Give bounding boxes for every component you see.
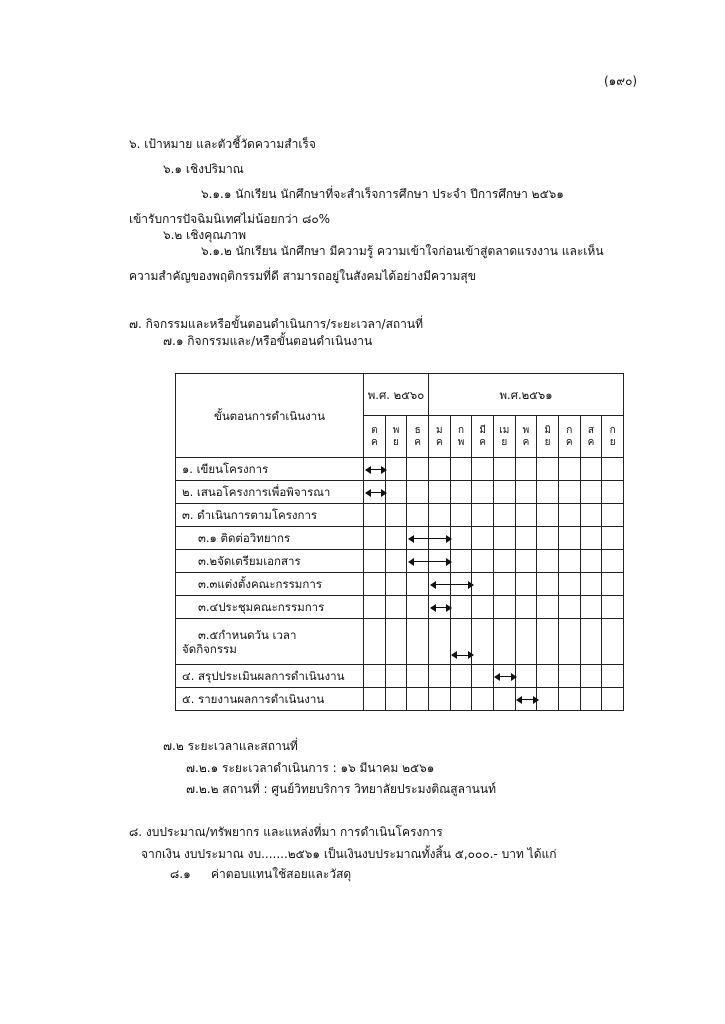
month-cell <box>515 665 537 688</box>
month-header-part: พ <box>522 424 530 436</box>
gantt-bar <box>366 469 387 470</box>
month-cell <box>472 688 494 711</box>
task-label <box>176 619 364 665</box>
table-row <box>176 550 624 573</box>
month-cell <box>602 596 624 619</box>
gantt-bar <box>409 538 451 539</box>
month-cell <box>472 619 494 665</box>
month-cell <box>472 504 494 527</box>
month-cell <box>537 550 559 573</box>
task-label <box>176 596 364 619</box>
month-cell <box>537 619 559 665</box>
month-cell <box>407 665 429 688</box>
month-header-part: ค <box>479 436 486 448</box>
month-cell <box>493 596 515 619</box>
month-header-part: พ <box>392 424 400 436</box>
month-cell <box>537 688 559 711</box>
task-label <box>176 688 364 711</box>
task-label-text: ๒. เสนอโครงการเพื่อพิจารณา <box>182 485 331 499</box>
task-label <box>176 458 364 481</box>
month-cell <box>450 688 472 711</box>
month-header-part: ค <box>565 436 573 448</box>
month-header-part: มี <box>479 424 486 436</box>
section-6-2-heading: ๖.๒ เชิงคุณภาพ <box>163 228 246 242</box>
month-header-part: เม <box>499 424 510 436</box>
month-cell <box>537 481 559 504</box>
month-cell <box>385 596 407 619</box>
month-cell <box>515 458 537 481</box>
month-cell <box>364 688 386 711</box>
table-row <box>176 596 624 619</box>
gantt-bar <box>517 699 538 700</box>
month-cell <box>385 504 407 527</box>
month-cell <box>580 527 602 550</box>
month-cell <box>385 527 407 550</box>
month-cell <box>385 619 407 665</box>
month-cell <box>493 688 515 711</box>
month-cell <box>515 481 537 504</box>
month-header-part: มิ <box>544 424 551 436</box>
month-header-part: ย <box>393 436 399 448</box>
month-cell <box>429 458 451 481</box>
month-cell <box>493 550 515 573</box>
month-header <box>472 416 494 458</box>
month-cell <box>537 504 559 527</box>
month-header <box>537 416 559 458</box>
task-label-text: ๕. รายงานผลการดำเนินงาน <box>182 692 325 706</box>
month-cell <box>493 504 515 527</box>
month-header <box>602 416 624 458</box>
table-row <box>176 458 624 481</box>
month-cell <box>580 550 602 573</box>
month-cell <box>602 527 624 550</box>
month-cell <box>602 665 624 688</box>
task-label-text: ๓.๕กำหนดวัน เวลา <box>198 627 297 642</box>
table-row <box>176 481 624 504</box>
month-header-part: ย <box>609 436 616 448</box>
table-row <box>176 573 624 596</box>
table-row <box>176 619 624 665</box>
month-header-part: ค <box>414 436 421 448</box>
month-cell <box>472 573 494 596</box>
month-cell <box>364 550 386 573</box>
month-cell <box>558 665 580 688</box>
month-cell <box>385 573 407 596</box>
task-label-text: ๓.๒จัดเตรียมเอกสาร <box>198 554 301 568</box>
month-cell <box>450 458 472 481</box>
month-header <box>450 416 472 458</box>
month-cell <box>429 688 451 711</box>
month-cell <box>515 550 537 573</box>
month-cell <box>537 665 559 688</box>
gantt-bar <box>452 655 473 656</box>
task-label-text: ๓.๔ประชุมคณะกรรมการ <box>198 600 325 614</box>
gantt-bar <box>366 492 387 493</box>
month-cell <box>580 504 602 527</box>
month-cell <box>558 619 580 665</box>
month-cell <box>602 504 624 527</box>
month-cell <box>407 619 429 665</box>
month-cell <box>407 596 429 619</box>
month-cell <box>602 619 624 665</box>
month-cell <box>450 481 472 504</box>
month-cell <box>472 458 494 481</box>
month-header-part: ม <box>436 424 443 436</box>
section-6-2-line1: ๖.๑.๒ นักเรียน นักศึกษา มีความรู้ ความเข้าใจก่อนเข้าสู่ตลาดแรงงาน และเห็น <box>201 244 604 258</box>
month-cell <box>493 458 515 481</box>
month-cell <box>580 665 602 688</box>
section-8-line1: จากเงิน งบประมาณ งบ.......๒๕๖๑ เป็นเงินงบประมาณทั้งสิ้น ๕,๐๐๐.- บาท ได้แก่ <box>141 847 557 861</box>
month-cell <box>558 688 580 711</box>
month-cell <box>580 458 602 481</box>
month-cell <box>385 688 407 711</box>
month-header <box>580 416 602 458</box>
month-header-part: ก <box>609 424 616 436</box>
month-cell <box>493 619 515 665</box>
month-cell <box>407 504 429 527</box>
month-cell <box>602 550 624 573</box>
month-cell <box>364 596 386 619</box>
month-cell <box>602 573 624 596</box>
month-cell <box>537 573 559 596</box>
section-7-2-1: ๗.๒.๑ ระยะเวลาดำเนินการ : ๑๖ มีนาคม ๒๕๖๑ <box>186 761 435 775</box>
section-6-1-heading: ๖.๑ เชิงปริมาณ <box>163 162 244 176</box>
gantt-bar <box>431 607 452 608</box>
month-header <box>407 416 429 458</box>
month-cell <box>472 527 494 550</box>
month-header-part: ธ <box>414 424 421 436</box>
month-cell <box>364 665 386 688</box>
month-header <box>364 416 386 458</box>
month-header-part: ค <box>522 436 530 448</box>
task-label <box>176 665 364 688</box>
month-cell <box>580 573 602 596</box>
task-label <box>176 504 364 527</box>
month-cell <box>558 550 580 573</box>
month-cell <box>515 619 537 665</box>
section-6-1-1-line2: เข้ารับการปัจฉิมนิเทศไม่น้อยกว่า ๘๐% <box>129 212 331 226</box>
task-label <box>176 481 364 504</box>
month-cell <box>429 504 451 527</box>
task-label-text: ๔. สรุปประเมินผลการดำเนินงาน <box>182 669 345 683</box>
year-header-2561: พ.ศ.๒๕๖๑ <box>429 374 624 416</box>
month-cell <box>450 504 472 527</box>
month-cell <box>407 688 429 711</box>
month-cell <box>385 550 407 573</box>
section-6-heading: ๖. เป้าหมาย และตัวชี้วัดความสำเร็จ <box>129 137 316 151</box>
month-cell <box>429 665 451 688</box>
month-cell <box>429 481 451 504</box>
month-cell <box>580 481 602 504</box>
gantt-bar <box>431 584 473 585</box>
month-header <box>515 416 537 458</box>
month-cell <box>602 481 624 504</box>
month-header-part: ย <box>501 436 508 448</box>
section-6-2-line2: ความสำคัญของพฤติกรรมที่ดี สามารถอยู่ในสังคมได้อย่างมีความสุข <box>129 269 476 283</box>
month-cell <box>558 481 580 504</box>
month-cell <box>385 665 407 688</box>
month-cell <box>472 550 494 573</box>
month-cell <box>385 481 407 504</box>
month-cell <box>515 573 537 596</box>
month-cell <box>580 596 602 619</box>
month-header-part: พ <box>457 436 465 448</box>
section-7-2-heading: ๗.๒ ระยะเวลาและสถานที่ <box>163 739 298 753</box>
month-header-part: ย <box>544 436 551 448</box>
month-cell <box>472 596 494 619</box>
section-8-1-number: ๘.๑ <box>170 867 191 881</box>
month-cell <box>450 550 472 573</box>
task-label-text: ๓.๓แต่งตั้งคณะกรรมการ <box>198 577 322 591</box>
month-cell <box>602 688 624 711</box>
task-label-text-line2: จัดกิจกรรม <box>182 641 237 656</box>
month-cell <box>364 527 386 550</box>
section-7-heading: ๗. กิจกรรมและหรือขั้นตอนดำเนินการ/ระยะเวลา/สถานที่ <box>129 317 424 331</box>
month-cell <box>515 596 537 619</box>
month-header-part: ต <box>371 424 378 436</box>
month-cell <box>580 688 602 711</box>
page-number: (๑๙๐) <box>604 74 638 88</box>
month-header-part: ค <box>587 436 595 448</box>
section-8-1-text: ค่าตอบแทนใช้สอยและวัสดุ <box>211 867 352 881</box>
month-header-part: ก <box>457 424 465 436</box>
month-cell <box>558 527 580 550</box>
month-header <box>385 416 407 458</box>
month-cell <box>515 527 537 550</box>
month-cell <box>515 504 537 527</box>
month-cell <box>537 458 559 481</box>
year-header-2560: พ.ศ. ๒๕๖๐ <box>364 374 429 416</box>
month-header <box>558 416 580 458</box>
month-cell <box>450 665 472 688</box>
table-row <box>176 665 624 688</box>
task-label <box>176 550 364 573</box>
month-cell <box>407 458 429 481</box>
month-cell <box>558 458 580 481</box>
section-6-1-1-line1: ๖.๑.๑ นักเรียน นักศึกษาที่จะสำเร็จการศึกษา ประจำ ปีการศึกษา ๒๕๖๑ <box>201 187 564 201</box>
gantt-table <box>175 373 624 711</box>
month-header-part: ค <box>435 436 443 448</box>
month-cell <box>558 573 580 596</box>
month-cell <box>558 596 580 619</box>
month-cell <box>385 458 407 481</box>
task-label <box>176 573 364 596</box>
month-cell <box>429 619 451 665</box>
month-header-part: ส <box>587 424 594 436</box>
month-header-part: ก <box>566 424 573 436</box>
month-cell <box>472 665 494 688</box>
month-cell <box>493 481 515 504</box>
gantt-bar <box>495 676 516 677</box>
task-label-text: ๓. ดำเนินการตามโครงการ <box>182 508 318 522</box>
table-row <box>176 527 624 550</box>
month-cell <box>602 458 624 481</box>
month-cell <box>364 504 386 527</box>
month-cell <box>558 504 580 527</box>
month-cell <box>364 573 386 596</box>
month-header <box>493 416 515 458</box>
month-cell <box>407 481 429 504</box>
month-cell <box>450 527 472 550</box>
month-cell <box>493 573 515 596</box>
month-header <box>429 416 451 458</box>
table-row <box>176 504 624 527</box>
task-label-text: ๑. เขียนโครงการ <box>182 462 269 476</box>
month-cell <box>407 573 429 596</box>
month-header-part: ค <box>370 436 378 448</box>
section-7-1-heading: ๗.๑ กิจกรรมและ/หรือขั้นตอนดำเนินงาน <box>163 334 373 348</box>
month-cell <box>580 619 602 665</box>
month-cell <box>493 527 515 550</box>
steps-header: ขั้นตอนการดำเนินงาน <box>176 374 364 458</box>
month-cell <box>364 619 386 665</box>
section-7-2-2: ๗.๒.๒ สถานที่ : ศูนย์วิทยบริการ วิทยาลัยประมงติณสูลานนท์ <box>186 782 496 796</box>
task-label <box>176 527 364 550</box>
month-cell <box>472 481 494 504</box>
month-cell <box>537 596 559 619</box>
table-row <box>176 688 624 711</box>
gantt-bar <box>409 561 451 562</box>
month-cell <box>537 527 559 550</box>
section-8-heading: ๘. งบประมาณ/ทรัพยากร และแหล่งที่มา การดำเนินโครงการ <box>129 825 443 839</box>
month-cell <box>450 596 472 619</box>
task-label-text: ๓.๑ ติดต่อวิทยากร <box>198 531 291 545</box>
